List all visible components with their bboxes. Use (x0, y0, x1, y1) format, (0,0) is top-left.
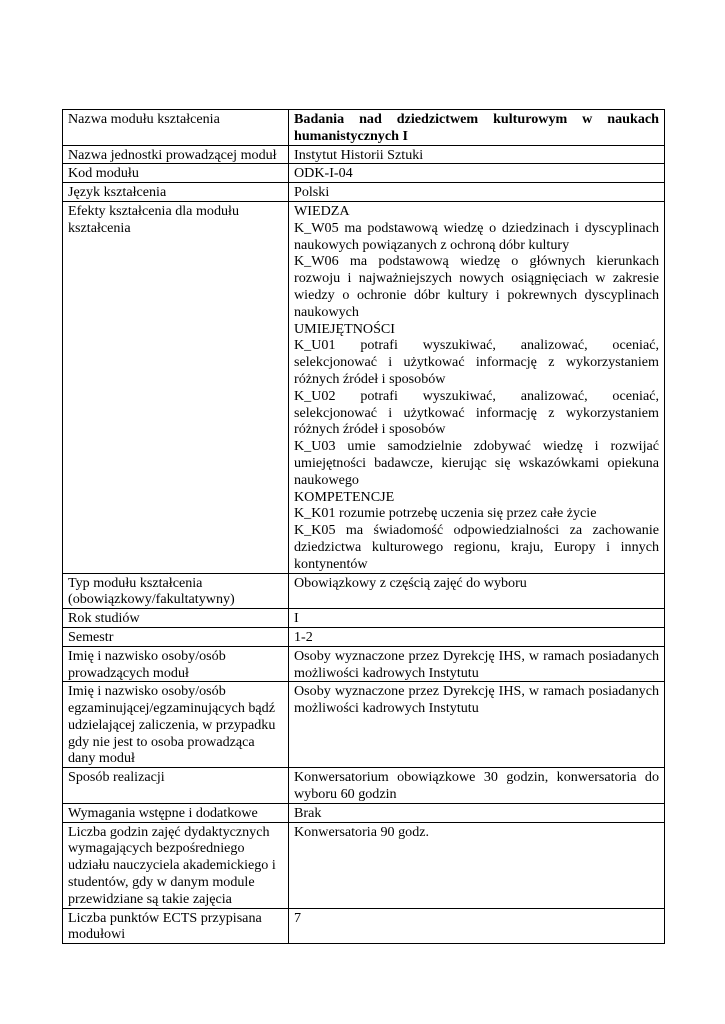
label-examiners: Imię i nazwisko osoby/osób egzaminującej/egzaminujących bądź udzielającej zaliczenia, w przypadku gdy nie jest to osoba prowadząca dany moduł (63, 682, 289, 768)
module-description-table (62, 109, 665, 944)
label-delivery-method: Sposób realizacji (63, 768, 289, 804)
outcome-k-k05: K_K05 ma świadomość odpowiedzialności za zachowanie dziedzictwa kulturowego regionu, kraju, Europy i innych kontynentów (294, 522, 659, 572)
outcome-k-u02: K_U02 potrafi wyszukiwać, analizować, oceniać, selekcjonować i użytkować informację z wykorzystaniem różnych źródeł i sposobów (294, 387, 659, 438)
label-language: Język kształcenia (63, 183, 289, 202)
value-module-name: Badania nad dziedzictwem kulturowym w naukach humanistycznych I (289, 110, 665, 146)
outcome-k-u03: K_U03 umie samodzielnie zdobywać wiedzę i rozwijać umiejętności badawcze, kierując się wskazówkami opiekuna naukowego (294, 438, 659, 488)
value-module-code: ODK-I-04 (289, 164, 665, 183)
label-contact-hours: Liczba godzin zajęć dydaktycznych wymagających bezpośredniego udziału nauczyciela akademickiego i studentów, gdy w danym module przewidziane są takie zajęcia (63, 822, 289, 908)
value-unit: Instytut Historii Sztuki (289, 145, 665, 164)
label-learning-outcomes: Efekty kształcenia dla modułu kształcenia (63, 201, 289, 573)
row-ects (63, 908, 665, 944)
value-semester: 1-2 (289, 627, 665, 646)
outcomes-heading-competences: KOMPETENCJE (294, 488, 395, 505)
row-contact-hours (63, 822, 665, 908)
row-examiners (63, 682, 665, 768)
outcome-k-u01: K_U01 potrafi wyszukiwać, analizować, oceniać, selekcjonować i użytkować informację z wykorzystaniem różnych źródeł i sposobów (294, 337, 659, 387)
value-study-year: I (289, 609, 665, 628)
value-instructors: Osoby wyznaczone przez Dyrekcję IHS, w ramach posiadanych możliwości kadrowych Instytutu (289, 646, 665, 682)
row-study-year (63, 609, 665, 628)
value-ects: 7 (289, 908, 665, 944)
row-language (63, 183, 665, 202)
value-contact-hours: Konwersatoria 90 godz. (289, 822, 665, 908)
outcome-k-w06: K_W06 ma podstawową wiedzę o głównych kierunkach rozwoju i najważniejszych nowych osiągnięciach w zakresie wiedzy o ochronie dóbr kultury i pokrewnych dyscyplinach naukowych (294, 253, 659, 320)
label-unit: Nazwa jednostki prowadzącej moduł (63, 145, 289, 164)
label-module-code: Kod modułu (63, 164, 289, 183)
outcome-k-k01: K_K01 rozumie potrzebę uczenia się przez całe życie (294, 505, 597, 522)
value-learning-outcomes (289, 201, 665, 573)
value-delivery-method: Konwersatorium obowiązkowe 30 godzin, konwersatoria do wyboru 60 godzin (289, 768, 665, 804)
value-module-type: Obowiązkowy z częścią zajęć do wyboru (289, 573, 665, 609)
row-instructors (63, 646, 665, 682)
label-semester: Semestr (63, 627, 289, 646)
row-unit (63, 145, 665, 164)
row-module-name (63, 110, 665, 146)
label-instructors: Imię i nazwisko osoby/osób prowadzących moduł (63, 646, 289, 682)
row-learning-outcomes (63, 201, 665, 573)
outcomes-heading-knowledge: WIEDZA (294, 202, 350, 219)
label-module-type: Typ modułu kształcenia (obowiązkowy/fakultatywny) (63, 573, 289, 609)
outcomes-heading-skills: UMIEJĘTNOŚCI (294, 320, 396, 337)
row-delivery-method (63, 768, 665, 804)
value-examiners: Osoby wyznaczone przez Dyrekcję IHS, w ramach posiadanych możliwości kadrowych Instytutu (289, 682, 665, 768)
value-language: Polski (289, 183, 665, 202)
row-semester (63, 627, 665, 646)
value-prerequisites: Brak (289, 803, 665, 822)
row-module-code (63, 164, 665, 183)
row-module-type (63, 573, 665, 609)
row-prerequisites (63, 803, 665, 822)
outcome-k-w05: K_W05 ma podstawową wiedzę o dziedzinach i dyscyplinach naukowych powiązanych z ochroną dóbr kultury (294, 219, 659, 253)
label-prerequisites: Wymagania wstępne i dodatkowe (63, 803, 289, 822)
label-ects: Liczba punktów ECTS przypisana modułowi (63, 908, 289, 944)
label-study-year: Rok studiów (63, 609, 289, 628)
label-module-name: Nazwa modułu kształcenia (63, 110, 289, 146)
